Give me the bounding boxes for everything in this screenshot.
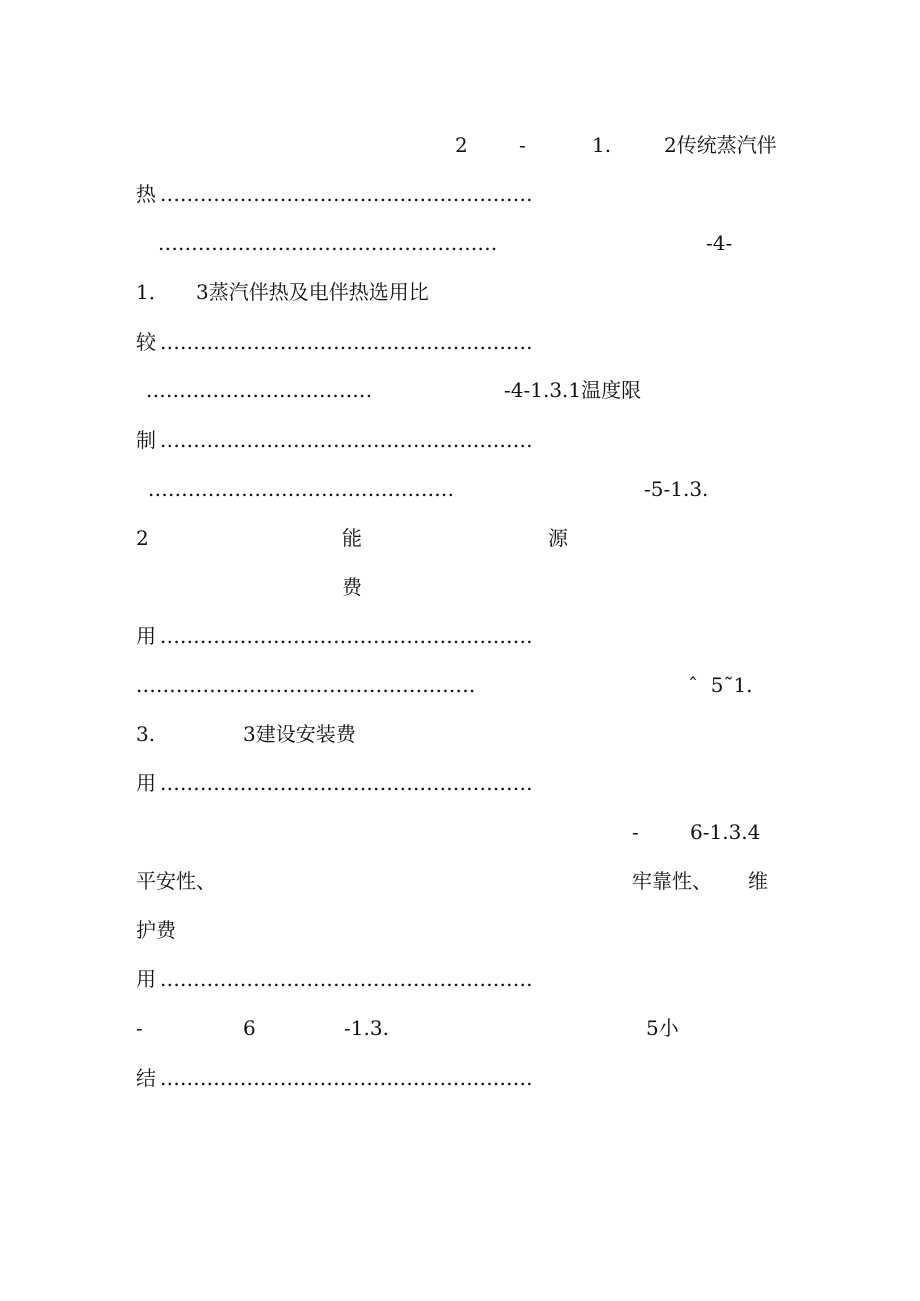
toc-entry-title: 源 xyxy=(548,526,568,550)
toc-number: 2 xyxy=(455,133,468,157)
toc-dash: - xyxy=(632,820,639,844)
toc-entry-title: 较 xyxy=(136,330,156,354)
toc-entry-title: 结 xyxy=(136,1066,156,1090)
toc-number: 1． xyxy=(136,280,169,304)
toc-page-number: -4- xyxy=(706,231,733,255)
toc-number: 1. xyxy=(592,133,612,157)
toc-entry-title: 热 xyxy=(136,182,156,206)
toc-entry-title: 护费 xyxy=(136,918,176,942)
toc-entry-title: 牢靠性、 xyxy=(632,869,712,893)
toc-number: -1.3. xyxy=(344,1016,389,1040)
toc-page-number: -4-1.3.1温度限 xyxy=(504,378,642,402)
toc-leader-dots: ........................................................ xyxy=(160,182,533,206)
toc-page-number: ˆ 5˜1. xyxy=(688,673,753,697)
toc-entry-title: 平安性、 xyxy=(136,869,216,893)
toc-page-number: -5-1.3. xyxy=(644,477,709,501)
toc-leader-dots: ........................................................ xyxy=(160,330,533,354)
toc-entry-title: 3蒸汽伴热及电伴热选用比 xyxy=(196,280,429,304)
toc-entry-title: 用 xyxy=(136,624,156,648)
toc-entry-title: 维 xyxy=(748,869,768,893)
toc-dash: - xyxy=(136,1016,143,1040)
toc-leader-dots: ........................................................ xyxy=(160,967,533,991)
toc-number: 2 xyxy=(136,526,149,550)
toc-entry-title: 用 xyxy=(136,967,156,991)
toc-leader-dots: .............................................. xyxy=(148,477,455,501)
toc-leader-dots: ........................................................ xyxy=(160,624,533,648)
toc-page-number: 6 xyxy=(243,1016,256,1040)
toc-leader-dots: ................................................... xyxy=(136,673,476,697)
toc-entry-title: 3建设安装费 xyxy=(243,722,356,746)
toc-leader-dots: .................................. xyxy=(146,378,373,402)
toc-leader-dots: ................................................... xyxy=(158,231,498,255)
toc-leader-dots: ........................................................ xyxy=(160,771,533,795)
toc-entry-title: 2传统蒸汽伴 xyxy=(664,133,777,157)
toc-number: 3. xyxy=(136,722,156,746)
toc-entry-title: 能 xyxy=(342,526,362,550)
toc-entry-title: 用 xyxy=(136,771,156,795)
toc-page-number: 6-1.3.4 xyxy=(690,820,761,844)
toc-entry-title: 费 xyxy=(342,575,362,599)
toc-entry-title: 5小 xyxy=(646,1016,679,1040)
toc-leader-dots: ........................................................ xyxy=(160,428,533,452)
toc-entry-title: 制 xyxy=(136,428,156,452)
toc-leader-dots: ........................................................ xyxy=(160,1066,533,1090)
toc-dash: - xyxy=(519,133,526,157)
